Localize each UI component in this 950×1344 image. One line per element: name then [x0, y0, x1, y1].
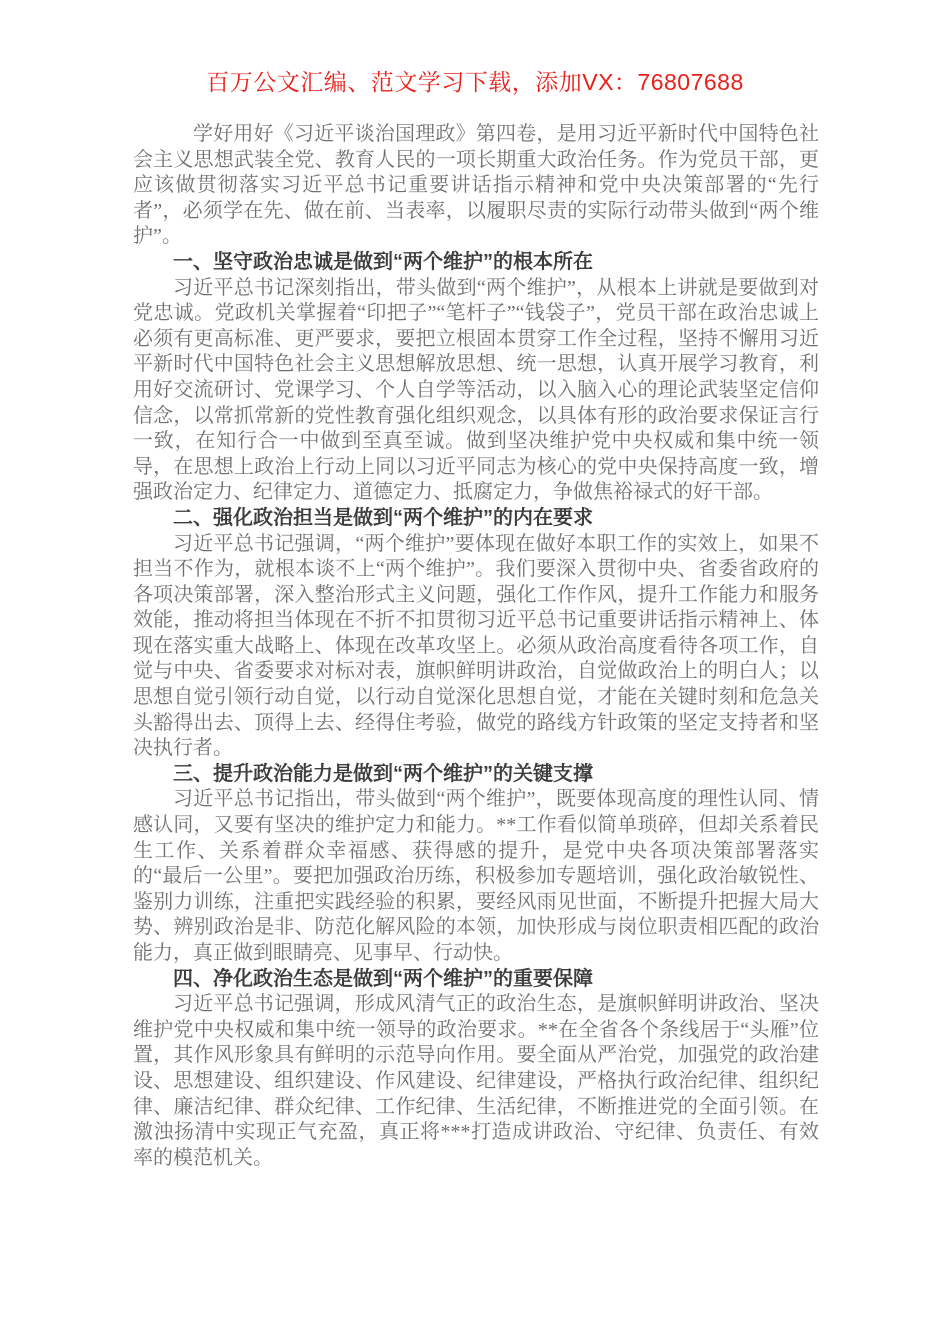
- intro-paragraph: 学好用好《习近平谈治国理政》第四卷，是用习近平新时代中国特色社会主义思想武装全党、教育人民的一项长期重大政治任务。作为党员干部，更应该做贯彻落实习近平总书记重要讲话指示精神和党中央决策部署的“先行者”，必须学在先、做在前、当表率，以履职尽责的实际行动带头做到“两个维护”。: [133, 123, 819, 248]
- document-body: [133, 122, 819, 1171]
- section-1-heading: 一、坚守政治忠诚是做到“两个维护”的根本所在: [173, 250, 593, 273]
- section-4-heading: 四、净化政治生态是做到“两个维护”的重要保障: [173, 967, 593, 990]
- ad-banner-text: 百万公文汇编、范文学习下载，添加VX：76807688: [206, 69, 744, 95]
- section-2-heading: 二、强化政治担当是做到“两个维护”的内在要求: [173, 506, 593, 529]
- section-4-paragraph: 习近平总书记强调，形成风清气正的政治生态，是旗帜鲜明讲政治、坚决维护党中央权威和集中统一领导的政治要求。**在全省各个条线居于“头雁”位置，其作风形象具有鲜明的示范导向作用。要全面从严治党，加强党的政治建设、思想建设、组织建设、作风建设、纪律建设，严格执行政治纪律、组织纪律、廉洁纪律、群众纪律、工作纪律、生活纪律，不断推进党的全面引领。在激浊扬清中实现正气充盈，真正将***打造成讲政治、守纪律、负责任、有效率的模范机关。: [133, 993, 819, 1169]
- section-3-paragraph: 习近平总书记指出，带头做到“两个维护”，既要体现高度的理性认同、情感认同，又要有坚决的维护定力和能力。**工作看似简单琐碎，但却关系着民生工作、关系着群众幸福感、获得感的提升，是党中央各项决策部署落实的“最后一公里”。要把加强政治历练，积极参加专题培训，强化政治敏锐性、鉴别力训练，注重把实践经验的积累，要经风雨见世面，不断提升把握大局大势、辨别政治是非、防范化解风险的本领，加快形成与岗位职责相匹配的政治能力，真正做到眼睛亮、见事早、行动快。: [133, 788, 819, 964]
- section-1-paragraph: 习近平总书记深刻指出，带头做到“两个维护”，从根本上讲就是要做到对党忠诚。党政机关掌握着“印把子”“笔杆子”“钱袋子”，党员干部在政治忠诚上必须有更高标准、更严要求，要把立根固本贯穿工作全过程，坚持不懈用习近平新时代中国特色社会主义思想解放思想、统一思想，认真开展学习教育，利用好交流研讨、党课学习、个人自学等活动，以入脑入心的理论武装坚定信仰信念，以常抓常新的党性教育强化组织观念，以具体有形的政治要求保证言行一致，在知行合一中做到至真至诚。做到坚决维护党中央权威和集中统一领导，在思想上政治上行动上同以习近平同志为核心的党中央保持高度一致，增强政治定力、纪律定力、道德定力、抵腐定力，争做焦裕禄式的好干部。: [133, 276, 819, 504]
- section-3-heading: 三、提升政治能力是做到“两个维护”的关键支撑: [173, 762, 593, 785]
- section-2-paragraph: 习近平总书记强调，“两个维护”要体现在做好本职工作的实效上，如果不担当不作为，就根本谈不上“两个维护”。我们要深入贯彻中央、省委省政府的各项决策部署，深入整治形式主义问题，强化工作作风，提升工作能力和服务效能，推动将担当体现在不折不扣贯彻习近平总书记重要讲话指示精神上、体现在落实重大战略上、体现在改革攻坚上。必须从政治高度看待各项工作，自觉与中央、省委要求对标对表，旗帜鲜明讲政治，自觉做政治上的明白人；以思想自觉引领行动自觉，以行动自觉深化思想自觉，才能在关键时刻和危急关头豁得出去、顶得上去、经得住考验，做党的路线方针政策的坚定支持者和坚决执行者。: [133, 532, 819, 760]
